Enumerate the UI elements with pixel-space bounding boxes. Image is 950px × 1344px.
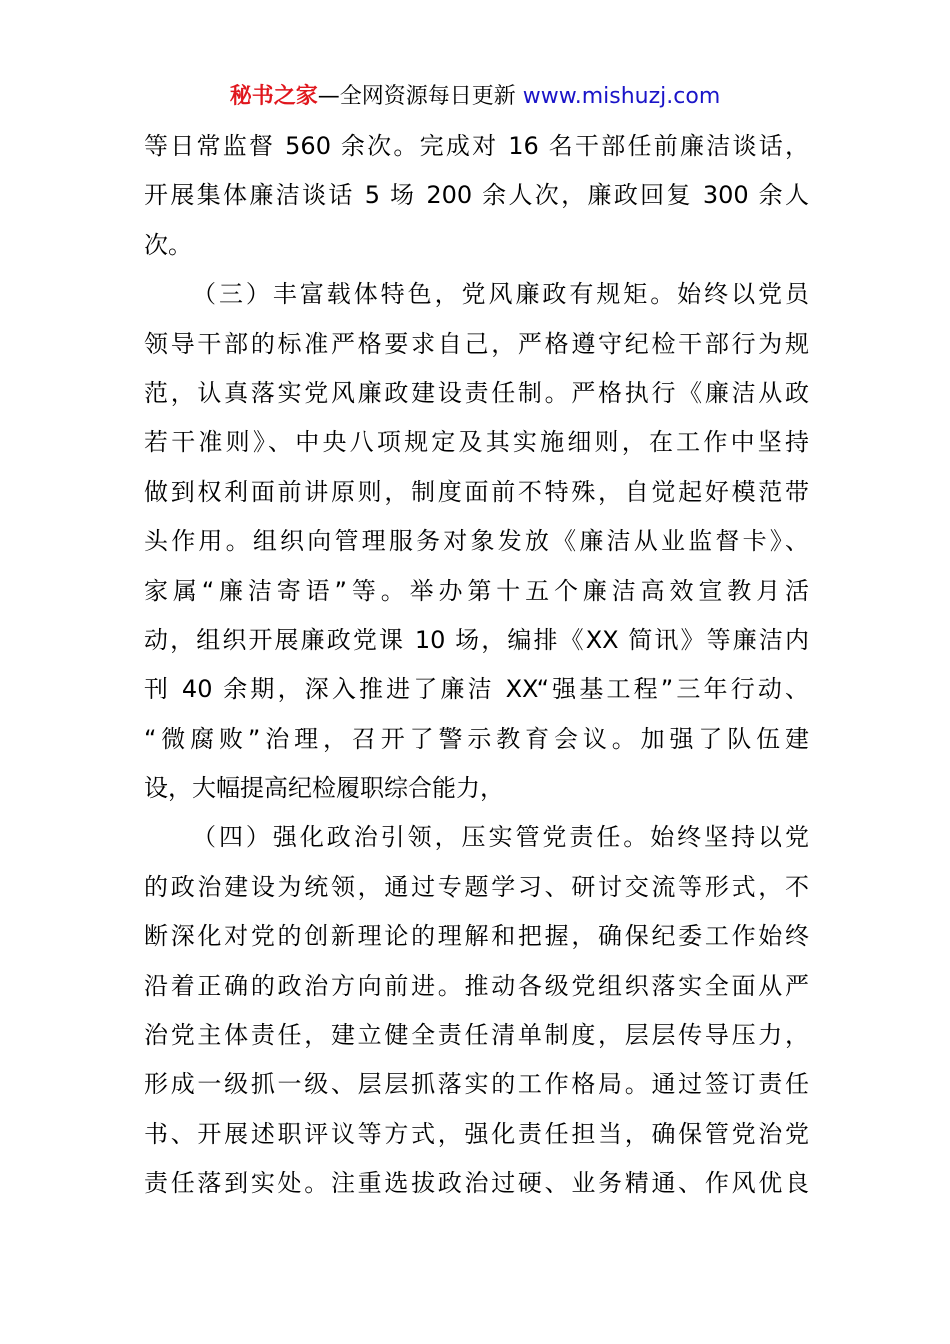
text-line: 若干准则》、中央八项规定及其实施细则，在工作中坚持	[144, 428, 809, 457]
text-line: 家属“廉洁寄语”等。举办第十五个廉洁高效宣教月活	[144, 576, 809, 605]
brand-name: 秘书之家	[229, 84, 318, 109]
text-line: 做到权利面前讲原则，制度面前不特殊，自觉起好模范带	[144, 477, 809, 506]
text-line: 刊 40 余期，深入推进了廉洁 XX“强基工程”三年行动、	[144, 675, 809, 704]
site-header	[0, 82, 950, 112]
text-line: 的政治建设为统领，通过专题学习、研讨交流等形式，不	[144, 872, 809, 901]
text-line: 沿着正确的政治方向前进。推动各级党组织落实全面从严	[144, 971, 809, 1000]
text-line: “微腐败”治理，召开了警示教育会议。加强了队伍建	[144, 724, 809, 753]
document-body	[144, 122, 809, 1209]
text-line: 形成一级抓一级、层层抓落实的工作格局。通过签订责任	[144, 1070, 809, 1099]
text-line: 领导干部的标准严格要求自己，严格遵守纪检干部行为规	[144, 329, 809, 358]
text-line: 次。	[144, 230, 192, 259]
text-line: 设，大幅提高纪检履职综合能力，	[144, 774, 504, 803]
text-line: 头作用。组织向管理服务对象发放《廉洁从业监督卡》、	[144, 527, 809, 556]
text-line: 范，认真落实党风廉政建设责任制。严格执行《廉洁从政	[144, 378, 809, 407]
text-line: 开展集体廉洁谈话 5 场 200 余人次，廉政回复 300 余人	[144, 181, 809, 210]
text-line: 断深化对党的创新理论的理解和把握，确保纪委工作始终	[144, 922, 809, 951]
text-line: 动，组织开展廉政党课 10 场，编排《XX 简讯》等廉洁内	[144, 625, 809, 654]
text-line: 书、开展述职评议等方式，强化责任担当，确保管党治党	[144, 1119, 809, 1148]
text-line: 责任落到实处。注重选拔政治过硬、业务精通、作风优良	[144, 1169, 809, 1198]
text-line: 等日常监督 560 余次。完成对 16 名干部任前廉洁谈话，	[144, 132, 809, 160]
paragraph-heading-line: （四）强化政治引领，压实管党责任。始终坚持以党	[192, 823, 809, 852]
paragraph-heading-line: （三）丰富载体特色，党风廉政有规矩。始终以党员	[192, 280, 809, 309]
header-tagline: —全网资源每日更新	[317, 84, 523, 109]
text-line: 治党主体责任，建立健全责任清单制度，层层传导压力，	[144, 1021, 809, 1050]
site-url-link[interactable]: www.mishuzj.com	[522, 84, 721, 109]
